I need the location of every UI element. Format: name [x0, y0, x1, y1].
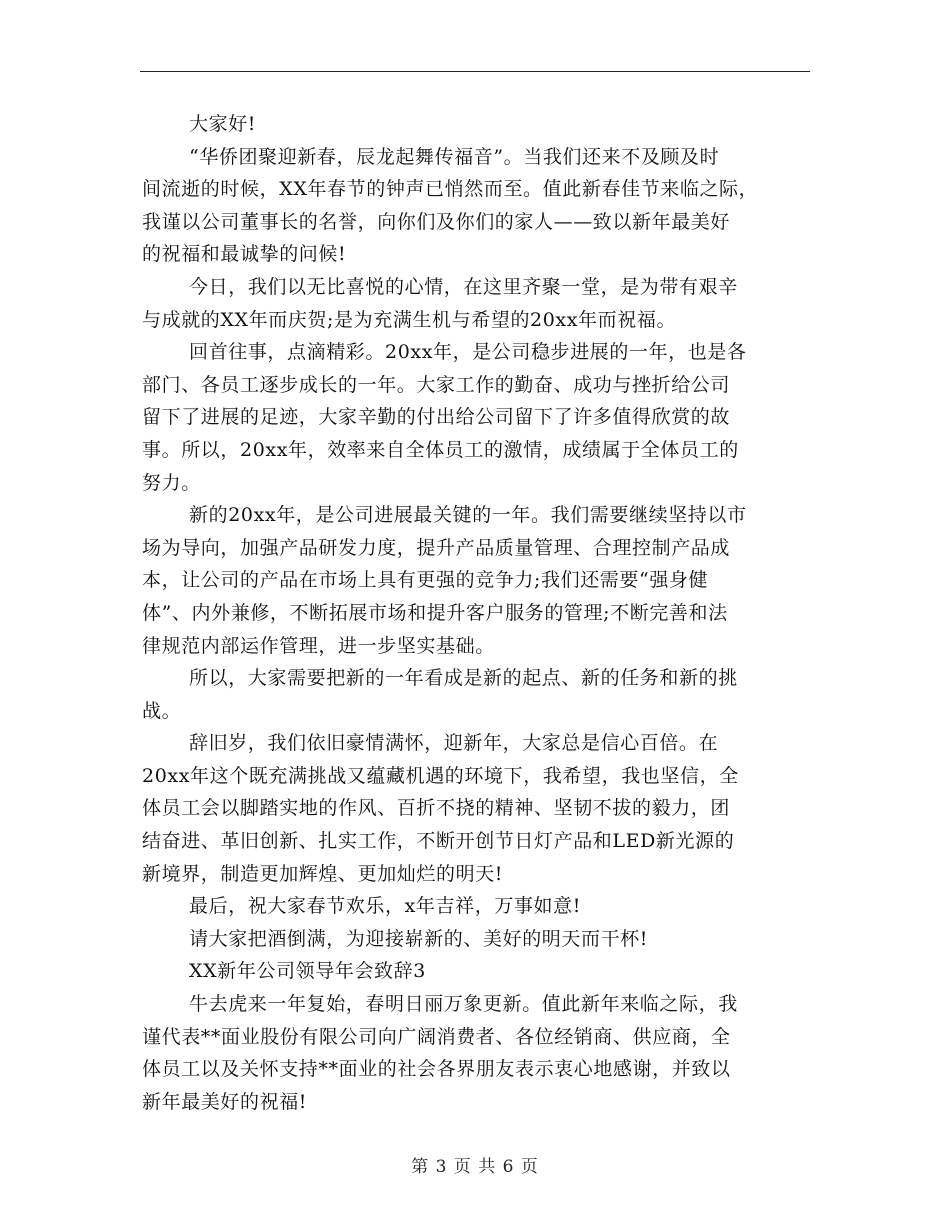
text-line: 20xx年这个既充满挑战又蕴藏机遇的环境下，我希望，我也坚信，全	[142, 764, 739, 787]
text-line: 辞旧岁，我们依旧豪情满怀，迎新年，大家总是信心百倍。在	[189, 732, 719, 755]
text-line: 回首往事，点滴精彩。20xx年，是公司稳步进展的一年，也是各	[189, 341, 747, 364]
text-line: 与成就的XX年而庆贺;是为充满生机与希望的20xx年而祝福。	[142, 308, 677, 331]
text-line: 所以，大家需要把新的一年看成是新的起点、新的任务和新的挑	[189, 667, 738, 690]
text-line: 本，让公司的产品在市场上具有更强的竞争力;我们还需要“强身健	[142, 569, 709, 592]
text-line: 间流逝的时候，XX年春节的钟声已悄然而至。值此新春佳节来临之际，	[142, 178, 759, 201]
text-line: 结奋进、革旧创新、扎实工作，不断开创节日灯产品和LED新光源的	[142, 830, 735, 853]
text-line: 体员工以及关怀支持**面业的社会各界朋友表示衷心地感谢，并致以	[142, 1058, 731, 1081]
text-line: 律规范内部运作管理，进一步坚实基础。	[142, 634, 495, 657]
text-line: 我谨以公司董事长的名誉，向你们及你们的家人——致以新年最美好	[142, 210, 731, 233]
text-line: 最后，祝大家春节欢乐，x年吉祥，万事如意!	[189, 895, 581, 918]
document-body	[142, 108, 812, 1118]
text-line: 体”、内外兼修，不断拓展市场和提升客户服务的管理;不断完善和法	[142, 601, 728, 624]
header-rule	[140, 71, 810, 72]
text-line: 事。所以，20xx年，效率来自全体员工的激情，成绩属于全体员工的	[142, 438, 739, 461]
text-line: 场为导向，加强产品研发力度，提升产品质量管理、合理控制产品成	[142, 536, 731, 559]
text-line: XX新年公司领导年会致辞3	[189, 960, 426, 983]
text-line: 今日，我们以无比喜悦的心情，在这里齐聚一堂，是为带有艰辛	[189, 275, 738, 298]
text-line: 部门、各员工逐步成长的一年。大家工作的勤奋、成功与挫折给公司	[142, 373, 731, 396]
text-line: 新的20xx年，是公司进展最关键的一年。我们需要继续坚持以市	[189, 504, 747, 527]
text-line: 新年最美好的祝福!	[142, 1090, 308, 1113]
page-number-footer: 第 3 页 共 6 页	[411, 1157, 539, 1177]
text-line: 努力。	[142, 471, 201, 494]
text-line: “华侨团聚迎新春，辰龙起舞传福音”。当我们还来不及顾及时	[189, 145, 720, 168]
text-line: 请大家把酒倒满，为迎接崭新的、美好的明天而干杯!	[189, 927, 649, 950]
text-line: 留下了进展的足迹，大家辛勤的付出给公司留下了许多值得欣赏的故	[142, 406, 731, 429]
text-line: 体员工会以脚踏实地的作风、百折不挠的精神、坚韧不拔的毅力，团	[142, 797, 731, 820]
text-line: 谨代表**面业股份有限公司向广阔消费者、各位经销商、供应商，全	[142, 1025, 731, 1048]
text-line: 牛去虎来一年复始，春明日丽万象更新。值此新年来临之际，我	[189, 993, 738, 1016]
text-line: 新境界，制造更加辉煌、更加灿烂的明天!	[142, 862, 504, 885]
text-line: 战。	[142, 699, 182, 722]
text-line: 的祝福和最诚挚的问候!	[142, 243, 347, 266]
text-line: 大家好!	[189, 113, 257, 135]
